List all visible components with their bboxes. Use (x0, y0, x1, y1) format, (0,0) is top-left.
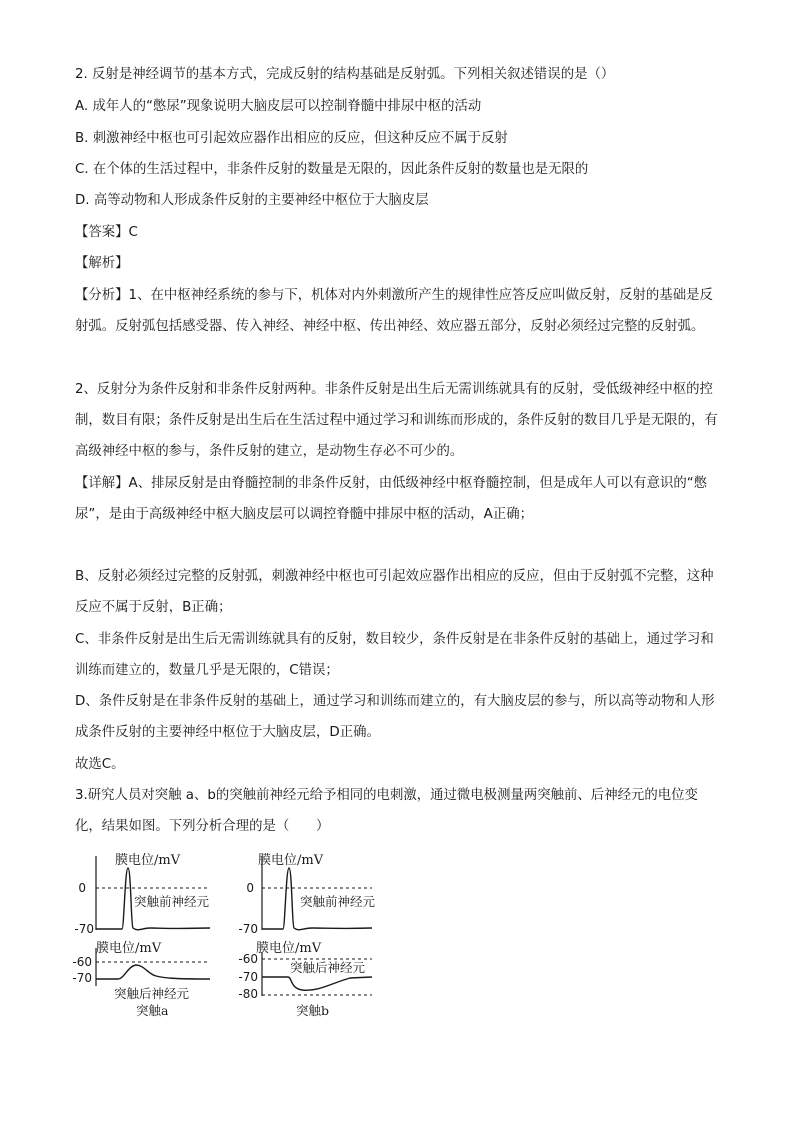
b-pre-ylabel: 膜电位/mV (258, 853, 324, 868)
a-post-epsp-curve (96, 965, 210, 979)
a-pre-tick-0: 0 (78, 881, 86, 895)
q2-option-b: B. 刺激神经中枢也可引起效应器作出相应的反应，但这种反应不属于反射 (75, 131, 508, 146)
q3-stem: 3.研究人员对突触 a、b的突触前神经元给予相同的电刺激，通过微电极测量两突触前、后神经元的电位变化，结果如图。下列分析合理的是（ ） (75, 788, 698, 834)
a-post-ylabel: 膜电位/mV (96, 941, 162, 956)
a-pre-tick-m70: -70 (74, 922, 94, 936)
q2-option-d: D. 高等动物和人形成条件反射的主要神经中枢位于大脑皮层 (75, 193, 429, 208)
b-post-tick-m80: -80 (238, 987, 258, 1001)
q2-stem: 2. 反射是神经调节的基本方式，完成反射的结构基础是反射弧。下列相关叙述错误的是（） (75, 67, 615, 82)
analysis-paragraph-2: 2、反射分为条件反射和非条件反射两种。非条件反射是出生后无需训练就具有的反射，受低级神经中枢的控制，数目有限；条件反射是出生后在生活过程中通过学习和训练而形成的，条件反射的数目几乎是无限的，有高级神经中枢的参与，条件反射的建立，是动物生存必不可少的。 (75, 382, 718, 459)
detail-a: 【详解】A、排尿反射是由脊髓控制的非条件反射，由低级神经中枢脊髓控制，但是成年人可以有意识的“憋尿”，是由于高级神经中枢大脑皮层可以调控脊髓中排尿中枢的活动，A正确； (75, 476, 708, 522)
a-post-neuron-label: 突触后神经元 (114, 986, 190, 1001)
answer-label: 【答案】C (75, 225, 138, 240)
b-post-ipsp-curve (262, 977, 372, 990)
figure-synapse-b (232, 848, 402, 1024)
q2-option-c: C. 在个体的生活过程中，非条件反射的数量是无限的，因此条件反射的数量也是无限的 (75, 162, 589, 177)
analysis-heading: 【解析】 (75, 256, 129, 271)
a-post-tick-m70: -70 (72, 971, 92, 985)
b-post-tick-m70: -70 (238, 970, 258, 984)
q2-option-a: A. 成年人的“憋尿”现象说明大脑皮层可以控制脊髓中排尿中枢的活动 (75, 99, 482, 114)
b-caption: 突触b (296, 1003, 330, 1018)
b-pre-tick-m70: -70 (238, 922, 258, 936)
a-pre-neuron-label: 突触前神经元 (134, 894, 210, 909)
figure-synapse-a (60, 848, 230, 1024)
a-pre-ylabel: 膜电位/mV (115, 853, 181, 868)
detail-d: D、条件反射是在非条件反射的基础上，通过学习和训练而建立的，有大脑皮层的参与，所以高等动物和人形成条件反射的主要神经中枢位于大脑皮层，D正确。 (75, 694, 715, 740)
detail-c: C、非条件反射是出生后无需训练就具有的反射，数目较少，条件反射是在非条件反射的基础上，通过学习和训练而建立的，数量几乎是无限的，C错误； (75, 632, 714, 678)
detail-b: B、反射必须经过完整的反射弧，刺激神经中枢也可引起效应器作出相应的反应，但由于反射弧不完整，这种反应不属于反射，B正确； (75, 569, 714, 615)
conclusion: 故选C。 (75, 757, 125, 772)
b-post-neuron-label: 突触后神经元 (290, 960, 366, 975)
b-pre-tick-0: 0 (246, 881, 254, 895)
b-post-ylabel: 膜电位/mV (256, 941, 322, 956)
b-post-tick-m60: -60 (238, 952, 258, 966)
analysis-paragraph-1: 【分析】1、在中枢神经系统的参与下，机体对内外刺激所产生的规律性应答反应叫做反射，反射的基础是反射弧。反射弧包括感受器、传入神经、神经中枢、传出神经、效应器五部分，反射必须经过完整的反射弧。 (75, 288, 713, 334)
a-caption: 突触a (136, 1003, 169, 1018)
a-post-tick-m60: -60 (72, 955, 92, 969)
b-pre-neuron-label: 突触前神经元 (300, 894, 376, 909)
